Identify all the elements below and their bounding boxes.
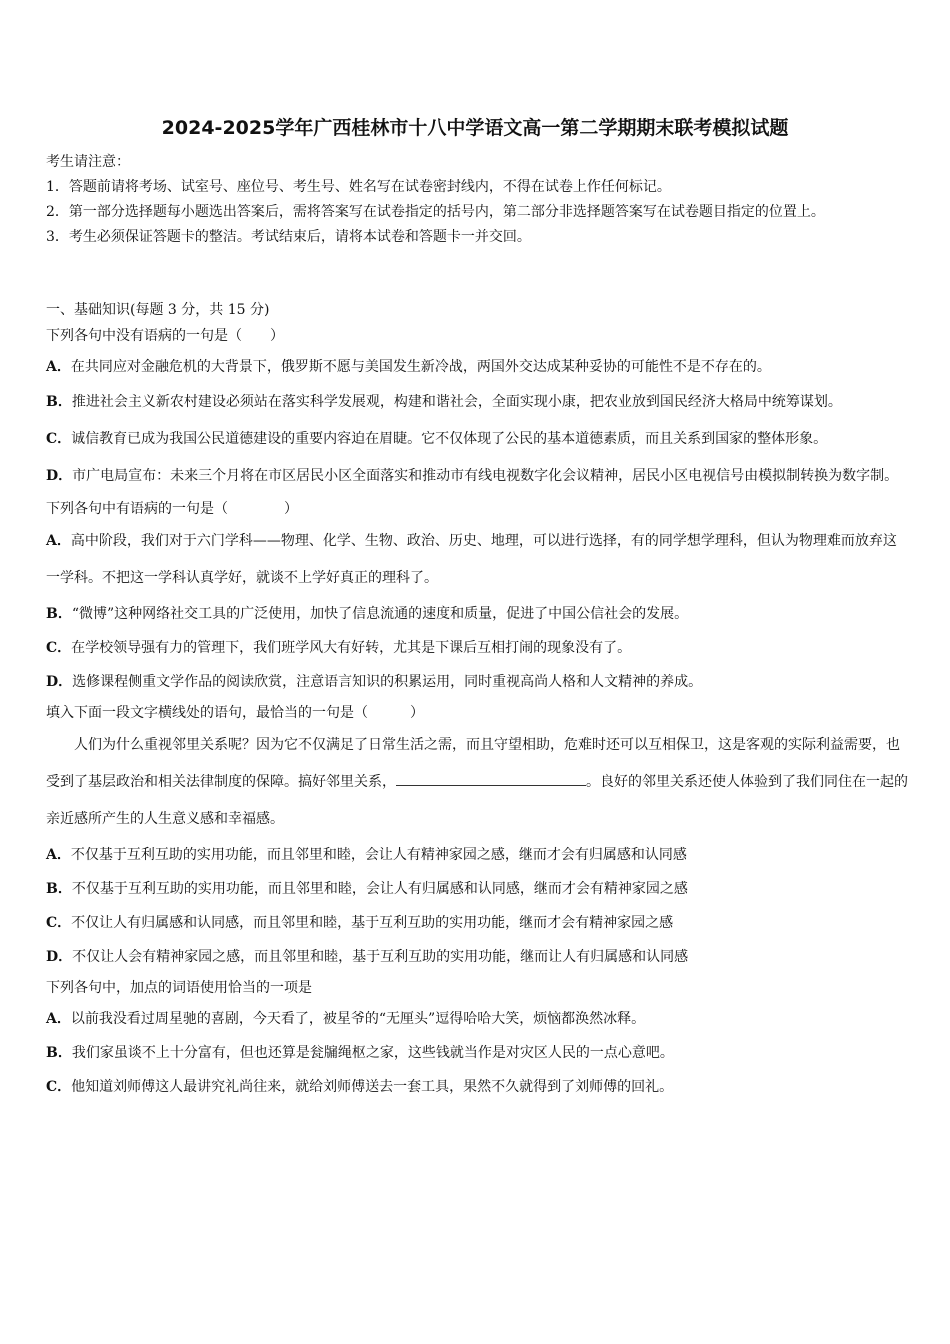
exam-title: 2024-2025学年广西桂林市十八中学语文高一第二学期期末联考模拟试题 <box>161 117 789 139</box>
option-letter: C． <box>46 1079 72 1095</box>
option-text: 不仅基于互利互助的实用功能，而且邻里和睦，会让人有归属感和认同感，继而才会有精神家园之感 <box>71 881 688 897</box>
option-letter: B． <box>46 1045 72 1061</box>
option-letter: B． <box>46 394 72 410</box>
q3-passage <box>46 727 908 838</box>
option-letter: D． <box>46 949 73 965</box>
option-letter: C． <box>46 640 72 656</box>
option-text: 我们家虽谈不上十分富有，但也还算是瓮牖绳枢之家，这些钱就当作是对灾区人民的一点心意吧。 <box>71 1045 674 1061</box>
notice-item-3: 3．考生必须保证答题卡的整洁。考试结束后，请将本试卷和答题卡一并交回。 <box>46 229 531 245</box>
question-2-stem: 下列各句中有语病的一句是（ ） <box>46 501 298 517</box>
option-letter: B． <box>46 606 72 622</box>
question-1-stem: 下列各句中没有语病的一句是（ ） <box>46 328 284 344</box>
option-text: 在学校领导强有力的管理下，我们班学风大有好转，尤其是下课后互相打闹的现象没有了。 <box>71 640 632 656</box>
q1-option-d <box>46 458 908 495</box>
q3-option-c <box>46 906 908 940</box>
q2-option-a <box>46 523 908 597</box>
fill-in-blank <box>396 771 586 786</box>
q2-option-d <box>46 665 908 699</box>
option-letter: A． <box>46 847 71 863</box>
option-text: 在共同应对金融危机的大背景下，俄罗斯不愿与美国发生新冷战，两国外交达成某种妥协的可能性不是不存在的。 <box>70 359 771 375</box>
passage-after: 。良好的邻里关系还使人体验到了我们同住在一起的亲近感所产生的人生意义感和幸福感。 <box>46 774 908 827</box>
notice-item-2: 2．第一部分选择题每小题选出答案后，需将答案写在试卷指定的括号内，第二部分非选择题答案写在试卷题目指定的位置上。 <box>46 204 825 220</box>
option-letter: A． <box>46 359 71 375</box>
option-text: 他知道刘师傅这人最讲究礼尚往来，就给刘师傅送去一套工具，果然不久就得到了刘师傅的回礼。 <box>71 1079 674 1095</box>
option-letter: D． <box>46 674 73 690</box>
option-text: 推进社会主义新农村建设必须站在落实科学发展观，构建和谐社会，全面实现小康，把农业放到国民经济大格局中统筹谋划。 <box>71 394 842 410</box>
q1-option-b <box>46 384 908 421</box>
q4-option-c <box>46 1070 908 1104</box>
option-text: 高中阶段，我们对于六门学科——物理、化学、生物、政治、历史、地理，可以进行选择，有的同学想学理科，但认为物理难而放弃这一学科。不把这一学科认真学好，就谈不上学好真正的理科了。 <box>46 533 897 586</box>
q4-option-b <box>46 1036 908 1070</box>
section-basic-knowledge <box>46 298 908 1104</box>
option-text: “微博”这种网络社交工具的广泛使用，加快了信息流通的速度和质量，促进了中国公信社会的发展。 <box>71 606 689 622</box>
notice-block <box>46 150 906 250</box>
option-letter: C． <box>46 915 72 931</box>
option-text: 诚信教育已成为我国公民道德建设的重要内容迫在眉睫。它不仅体现了公民的基本道德素质，而且关系到国家的整体形象。 <box>71 431 828 447</box>
notice-item-1: 1．答题前请将考场、试室号、座位号、考生号、姓名写在试卷密封线内，不得在试卷上作任何标记。 <box>46 179 671 195</box>
q2-option-b <box>46 597 908 631</box>
option-text: 市广电局宣布：未来三个月将在市区居民小区全面落实和推动市有线电视数字化会议精神，居民小区电视信号由模拟制转换为数字制。 <box>72 468 899 484</box>
option-text: 以前我没看过周星驰的喜剧，今天看了，被星爷的“无厘头”逗得哈哈大笑，烦恼都涣然冰释。 <box>70 1011 646 1027</box>
q4-option-a <box>46 1002 908 1036</box>
q2-option-c <box>46 631 908 665</box>
option-letter: A． <box>46 1011 71 1027</box>
q3-option-d <box>46 940 908 974</box>
option-letter: D． <box>46 468 73 484</box>
option-text: 不仅基于互利互助的实用功能，而且邻里和睦，会让人有精神家园之感，继而才会有归属感和认同感 <box>70 847 687 863</box>
q1-option-c <box>46 421 908 458</box>
q3-option-a <box>46 838 908 872</box>
q1-option-a <box>46 350 908 384</box>
question-4-stem: 下列各句中，加点的词语使用恰当的一项是 <box>46 980 312 996</box>
passage-before: 人们为什么重视邻里关系呢？因为它不仅满足了日常生活之需，而且守望相助，危难时还可以互相保卫，这是客观的实际利益需要，也受到了基层政治和相关法律制度的保障。搞好邻里关系， <box>46 737 900 790</box>
option-letter: C． <box>46 431 72 447</box>
option-text: 不仅让人会有精神家园之感，而且邻里和睦，基于互利互助的实用功能，继而让人有归属感和认同感 <box>72 949 689 965</box>
notice-heading: 考生请注意： <box>46 154 130 170</box>
question-3-stem: 填入下面一段文字横线处的语句，最恰当的一句是（ ） <box>46 705 424 721</box>
q3-option-b <box>46 872 908 906</box>
option-text: 不仅让人有归属感和认同感，而且邻里和睦，基于互利互助的实用功能，继而才会有精神家园之感 <box>71 915 674 931</box>
option-letter: B． <box>46 881 72 897</box>
option-text: 选修课程侧重文学作品的阅读欣赏，注意语言知识的积累运用，同时重视高尚人格和人文精神的养成。 <box>72 674 703 690</box>
section-heading: 一、基础知识(每题 3 分，共 15 分) <box>46 302 270 318</box>
option-letter: A． <box>46 533 71 549</box>
